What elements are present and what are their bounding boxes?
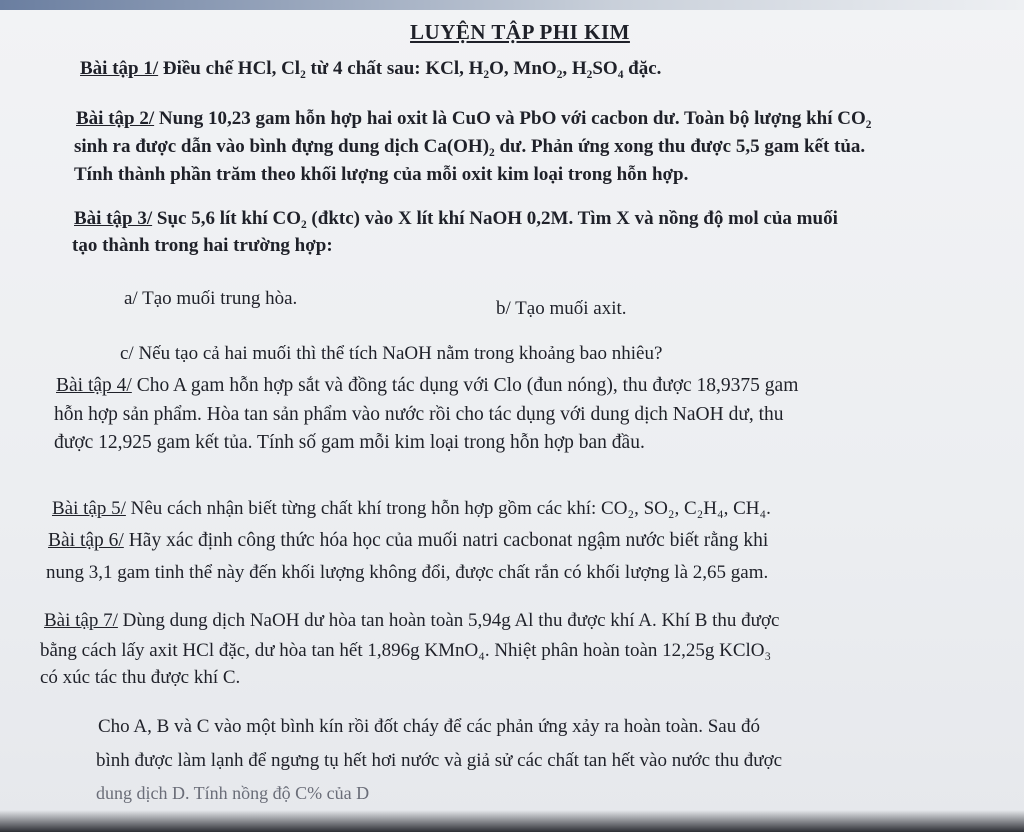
exercise-7-continuation-1: Cho A, B và C vào một bình kín rồi đốt cháy để các phản ứng xảy ra hoàn toàn. Sau đó [98,716,760,737]
exercise-7-first-line [44,610,779,632]
exercise-2-line-2: sinh ra được dẫn vào bình đựng dung dịch Ca(OH)₂ dư. Phản ứng xong thu được 5,5 gam kết tủa. [74,136,866,157]
exercise-3-line-1: Sục 5,6 lít khí CO₂ (đktc) vào X lít khí NaOH 0,2M. Tìm X và nồng độ mol của muối [156,208,838,229]
exercise-1-line-1: Điều chế HCl, Cl₂ từ 4 chất sau: KCl, H₂O, MnO₂, H₂SO₄ đặc. [162,58,662,79]
exercise-3-label: Bài tập 3/ [74,208,153,229]
exercise-2-line-3: Tính thành phần trăm theo khối lượng của mỗi oxit kim loại trong hỗn hợp. [74,164,689,185]
exercise-1 [80,58,661,80]
exercise-7-continuation-2: bình được làm lạnh để ngưng tụ hết hơi nước và giả sử các chất tan hết vào nước thu được [96,750,783,771]
exercise-7-line-3: có xúc tác thu được khí C. [40,667,241,688]
exercise-5-line-1: Nêu cách nhận biết từng chất khí trong hỗn hợp gồm các khí: CO₂, SO₂, C₂H₄, CH₄. [130,498,771,519]
exercise-1-label: Bài tập 1/ [80,58,159,79]
exercise-4-line-3: được 12,925 gam kết tủa. Tính số gam mỗi kim loại trong hỗn hợp ban đầu. [54,432,645,453]
exercise-4-line-1: Cho A gam hỗn hợp sắt và đồng tác dụng với Clo (đun nóng), thu được 18,9375 gam [136,375,799,396]
exercise-6-line-2: nung 3,1 gam tinh thể này đến khối lượng không đổi, được chất rắn có khối lượng là 2,65 gam. [46,562,769,583]
exercise-3-part-b: b/ Tạo muối axit. [496,298,627,319]
exercise-6-label: Bài tập 6/ [48,530,124,551]
document-title: LUYỆN TẬP PHI KIM [410,20,630,44]
exercise-6-line-1: Hãy xác định công thức hóa học của muối natri cacbonat ngậm nước biết rằng khi [128,530,769,551]
exercise-3-part-c: c/ Nếu tạo cả hai muối thì thể tích NaOH nằm trong khoảng bao nhiêu? [120,343,663,364]
exercise-7-label: Bài tập 7/ [44,610,118,631]
exercise-5 [52,498,771,520]
page-bottom-edge [0,810,1024,832]
exercise-3-line-2: tạo thành trong hai trường hợp: [72,235,333,256]
exercise-7-line-2: bằng cách lấy axit HCl đặc, dư hòa tan hết 1,896g KMnO₄. Nhiệt phân hoàn toàn 12,25g KClO₃ [40,640,772,661]
exercise-4-line-2: hỗn hợp sản phẩm. Hòa tan sản phẩm vào nước rồi cho tác dụng với dung dịch NaOH dư, thu [54,404,784,425]
exercise-6-first-line [48,530,768,552]
exercise-4-first-line [56,375,798,397]
exercise-4-label: Bài tập 4/ [56,375,132,396]
exercise-2-first-line [76,108,871,130]
page-edge [0,0,1024,10]
exercise-5-label: Bài tập 5/ [52,498,126,519]
exercise-7-continuation-3: dung dịch D. Tính nồng độ C% của D [96,783,370,803]
exercise-3-part-a: a/ Tạo muối trung hòa. [124,288,298,309]
exercise-7-line-1: Dùng dung dịch NaOH dư hòa tan hoàn toàn 5,94g Al thu được khí A. Khí B thu được [122,610,780,631]
exercise-2-label: Bài tập 2/ [76,108,155,129]
exercise-3-first-line [74,208,838,230]
exercise-2-line-1: Nung 10,23 gam hỗn hợp hai oxit là CuO và PbO với cacbon dư. Toàn bộ lượng khí CO₂ [158,108,872,129]
